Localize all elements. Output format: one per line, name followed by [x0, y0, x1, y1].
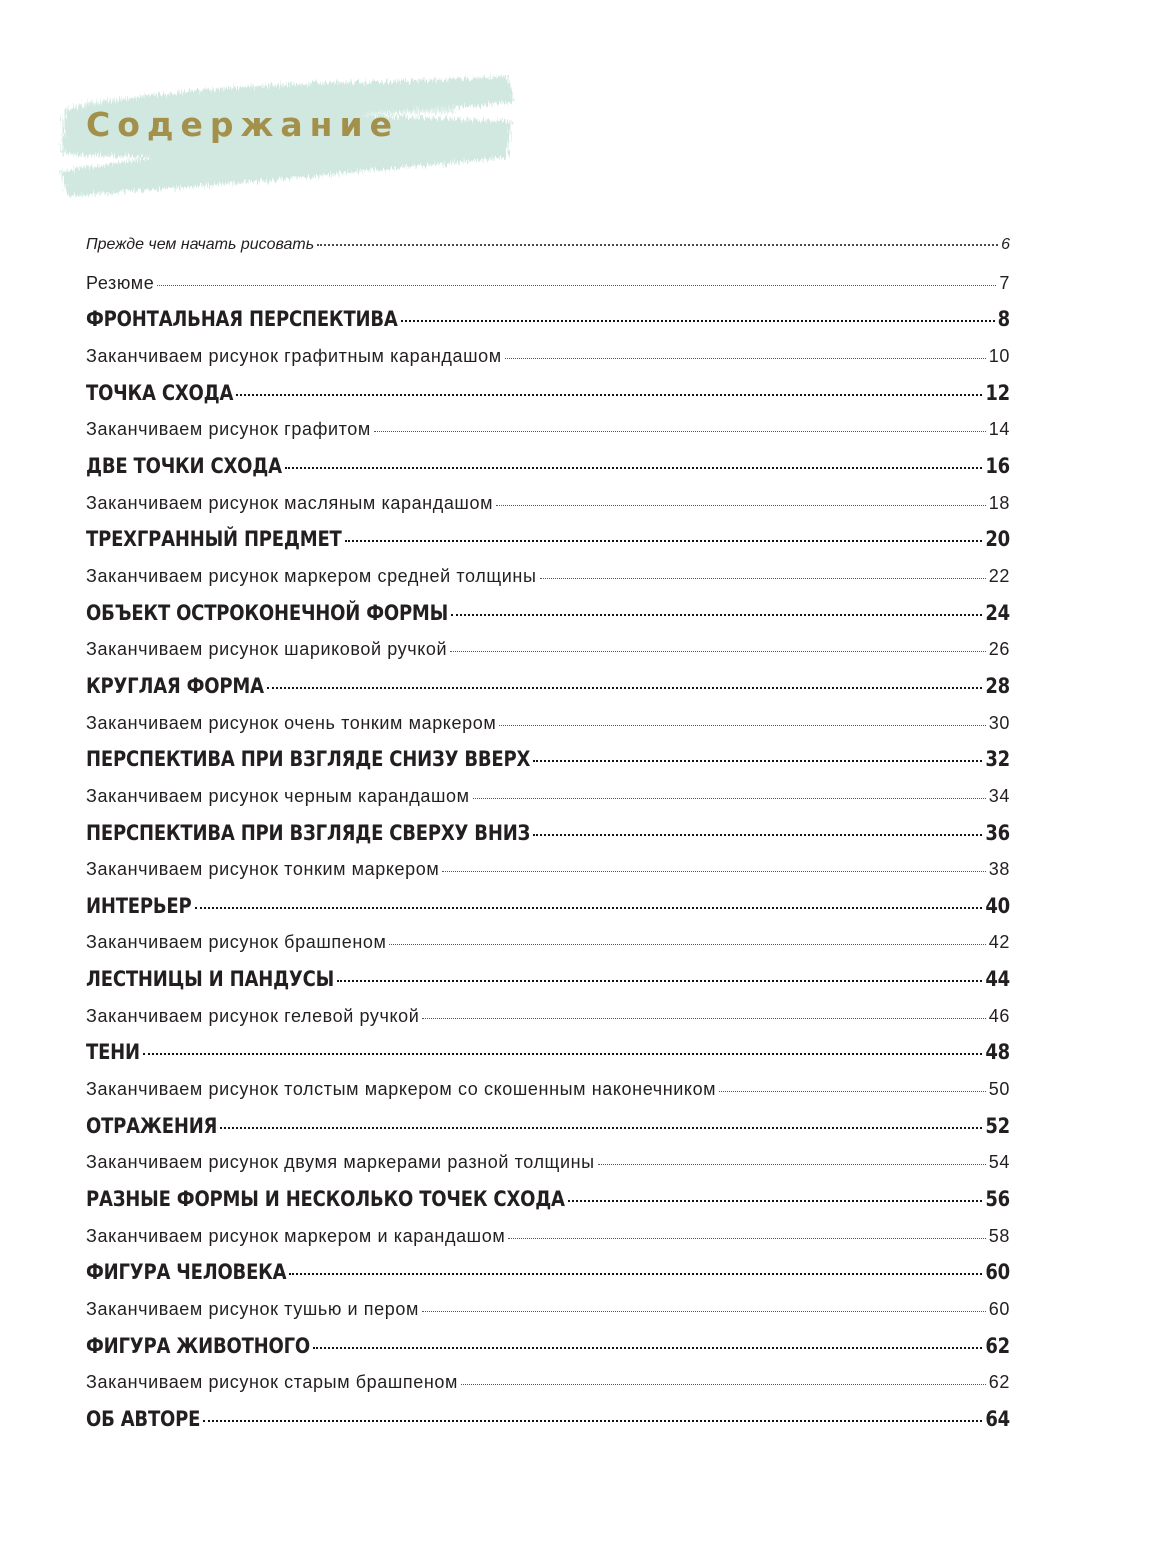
toc-chapter-entry [86, 1189, 1010, 1226]
toc-page-number: 30 [988, 712, 1010, 733]
toc-chapter-entry [86, 969, 1010, 1006]
toc-entry-label: Заканчиваем рисунок тонким маркером [86, 859, 440, 880]
toc-chapter-entry [86, 1333, 1010, 1373]
dot-leader [203, 1420, 982, 1422]
toc-chapter-entry [86, 749, 1010, 786]
page-title: Содержание [86, 105, 399, 144]
toc-page-number: 20 [985, 527, 1010, 553]
toc-page-number: 52 [985, 1113, 1010, 1139]
toc-entry-label: ИНТЕРЬЕР [86, 893, 192, 919]
dot-leader [473, 798, 986, 799]
dot-leader [442, 871, 985, 872]
toc-entry-label: Заканчиваем рисунок маркером и карандашом [86, 1225, 506, 1246]
toc-page-number: 40 [985, 893, 1010, 919]
toc-entry-label: КРУГЛАЯ ФОРМА [86, 673, 264, 699]
dot-leader [461, 1384, 986, 1385]
dot-leader [568, 1200, 983, 1202]
dot-leader [496, 505, 986, 506]
toc-subentry [86, 859, 1010, 896]
dot-leader [598, 1164, 986, 1165]
toc-page-number: 58 [988, 1225, 1010, 1246]
dot-leader [540, 578, 986, 579]
toc-subentry [86, 786, 1010, 823]
toc-entry-label: Прежде чем начать рисовать [86, 236, 315, 253]
dot-leader [236, 394, 982, 396]
toc-page-number: 42 [988, 932, 1010, 953]
toc-entry-label: ОБЪЕКТ ОСТРОКОНЕЧНОЙ ФОРМЫ [86, 600, 449, 626]
toc-page-number: 48 [985, 1040, 1010, 1066]
toc-subentry [86, 419, 1010, 456]
toc-chapter-entry [86, 600, 1010, 640]
toc-entry-label: Заканчиваем рисунок шариковой ручкой [86, 639, 448, 660]
toc-entry-label: ФРОНТАЛЬНАЯ ПЕРСПЕКТИВА [86, 307, 398, 333]
toc-chapter-entry [86, 1042, 1010, 1079]
toc-subentry [86, 932, 1010, 969]
toc-chapter-entry [86, 673, 1010, 713]
dot-leader [317, 244, 998, 246]
toc-page-number: 16 [985, 454, 1010, 479]
toc-entry-label: Заканчиваем рисунок маркером средней толщины [86, 565, 537, 586]
toc-chapter-entry [86, 893, 1010, 933]
toc-page-number: 34 [988, 785, 1010, 806]
toc-page-number: 6 [1001, 236, 1010, 253]
toc-page-number: 62 [988, 1372, 1010, 1393]
toc-entry-label: ТЕНИ [86, 1040, 140, 1066]
toc-entry-label: ПЕРСПЕКТИВА ПРИ ВЗГЛЯДЕ СВЕРХУ ВНИЗ [86, 820, 531, 846]
dot-leader [285, 467, 983, 469]
toc-subentry [86, 1079, 1010, 1116]
toc-page-number: 38 [988, 859, 1010, 880]
dot-leader [508, 1238, 985, 1239]
toc-subentry [86, 1372, 1010, 1409]
toc-entry-label: Резюме [86, 272, 155, 293]
dot-leader [143, 1053, 982, 1055]
toc-entry-label: Заканчиваем рисунок старым брашпеном [86, 1372, 459, 1393]
dot-leader [533, 760, 982, 762]
toc-page-number: 46 [988, 1005, 1010, 1026]
toc-chapter-entry [86, 456, 1010, 493]
toc-page-number: 56 [985, 1187, 1010, 1212]
dot-leader [267, 687, 982, 689]
dot-leader [374, 431, 986, 432]
toc-page-number: 32 [985, 747, 1010, 773]
dot-leader [450, 651, 986, 652]
toc-chapter-entry [86, 529, 1010, 566]
dot-leader [499, 725, 985, 726]
toc-entry-label: ФИГУРА ЖИВОТНОГО [86, 1333, 310, 1359]
toc-entry-label: Заканчиваем рисунок графитным карандашом [86, 345, 502, 366]
toc-page-number: 24 [985, 600, 1010, 626]
toc-entry-label: ФИГУРА ЧЕЛОВЕКА [86, 1260, 287, 1286]
toc-entry-label: ПЕРСПЕКТИВА ПРИ ВЗГЛЯДЕ СНИЗУ ВВЕРХ [86, 747, 531, 773]
dot-leader [195, 907, 983, 909]
toc-subentry [86, 566, 1010, 603]
dot-leader [451, 614, 982, 616]
toc-intro-entry [86, 236, 1010, 273]
toc-chapter-entry [86, 820, 1010, 860]
toc-chapter-entry [86, 1409, 1010, 1446]
toc-page-number: 14 [988, 419, 1010, 440]
toc-subentry [86, 639, 1010, 676]
toc-entry-label: Заканчиваем рисунок очень тонким маркером [86, 712, 497, 733]
toc-entry-label: ТРЕХГРАННЫЙ ПРЕДМЕТ [86, 527, 342, 553]
toc-entry-label: ТОЧКА СХОДА [86, 380, 234, 406]
toc-chapter-entry [86, 309, 1010, 346]
toc-page-number: 64 [985, 1407, 1010, 1432]
toc-subentry [86, 273, 1010, 310]
dot-leader [533, 834, 982, 836]
toc-subentry [86, 1152, 1010, 1189]
toc-subentry [86, 1226, 1010, 1263]
toc-page-number: 18 [988, 492, 1010, 513]
toc-entry-label: РАЗНЫЕ ФОРМЫ И НЕСКОЛЬКО ТОЧЕК СХОДА [86, 1187, 565, 1212]
dot-leader [389, 944, 985, 945]
toc-chapter-entry [86, 1113, 1010, 1153]
dot-leader [401, 320, 995, 322]
toc-page-number: 54 [988, 1152, 1010, 1173]
dot-leader [157, 285, 996, 286]
toc-entry-label: Заканчиваем рисунок гелевой ручкой [86, 1005, 420, 1026]
toc-entry-label: Заканчиваем рисунок брашпеном [86, 932, 387, 953]
toc-entry-label: ОТРАЖЕНИЯ [86, 1113, 218, 1139]
dot-leader [719, 1091, 986, 1092]
dot-leader [289, 1273, 982, 1275]
dot-leader [337, 980, 982, 982]
toc-page-number: 50 [988, 1079, 1010, 1100]
toc-page-number: 12 [985, 380, 1010, 406]
toc-page-number: 10 [988, 345, 1010, 366]
toc-subentry [86, 1299, 1010, 1336]
toc-entry-label: Заканчиваем рисунок черным карандашом [86, 785, 470, 806]
toc-subentry [86, 1006, 1010, 1043]
toc-entry-label: Заканчиваем рисунок графитом [86, 419, 371, 440]
toc-page-number: 62 [985, 1333, 1010, 1359]
toc-subentry [86, 713, 1010, 750]
toc-page-number: 44 [985, 967, 1010, 993]
toc-page-number: 28 [985, 673, 1010, 699]
toc-subentry [86, 346, 1010, 383]
toc-entry-label: Заканчиваем рисунок толстым маркером со скошенным наконечником [86, 1079, 717, 1100]
toc-entry-label: Заканчиваем рисунок тушью и пером [86, 1299, 419, 1320]
dot-leader [345, 540, 983, 542]
dot-leader [505, 358, 986, 359]
toc-page-number: 36 [985, 820, 1010, 846]
toc-chapter-entry [86, 380, 1010, 420]
toc-chapter-entry [86, 1262, 1010, 1299]
toc-page-number: 26 [988, 639, 1010, 660]
table-of-contents [86, 236, 1010, 1446]
toc-page-number: 22 [988, 565, 1010, 586]
toc-entry-label: ЛЕСТНИЦЫ И ПАНДУСЫ [86, 967, 335, 993]
toc-page-number: 8 [997, 307, 1010, 333]
toc-page-number: 60 [988, 1299, 1010, 1320]
toc-entry-label: ДВЕ ТОЧКИ СХОДА [86, 454, 282, 479]
dot-leader [422, 1311, 986, 1312]
toc-entry-label: Заканчиваем рисунок масляным карандашом [86, 492, 494, 513]
toc-page-number: 7 [999, 272, 1010, 293]
dot-leader [220, 1127, 982, 1129]
dot-leader [313, 1347, 982, 1349]
dot-leader [422, 1018, 985, 1019]
toc-page-number: 60 [985, 1260, 1010, 1286]
toc-subentry [86, 493, 1010, 530]
toc-entry-label: ОБ АВТОРЕ [86, 1407, 201, 1432]
toc-entry-label: Заканчиваем рисунок двумя маркерами разной толщины [86, 1152, 595, 1173]
